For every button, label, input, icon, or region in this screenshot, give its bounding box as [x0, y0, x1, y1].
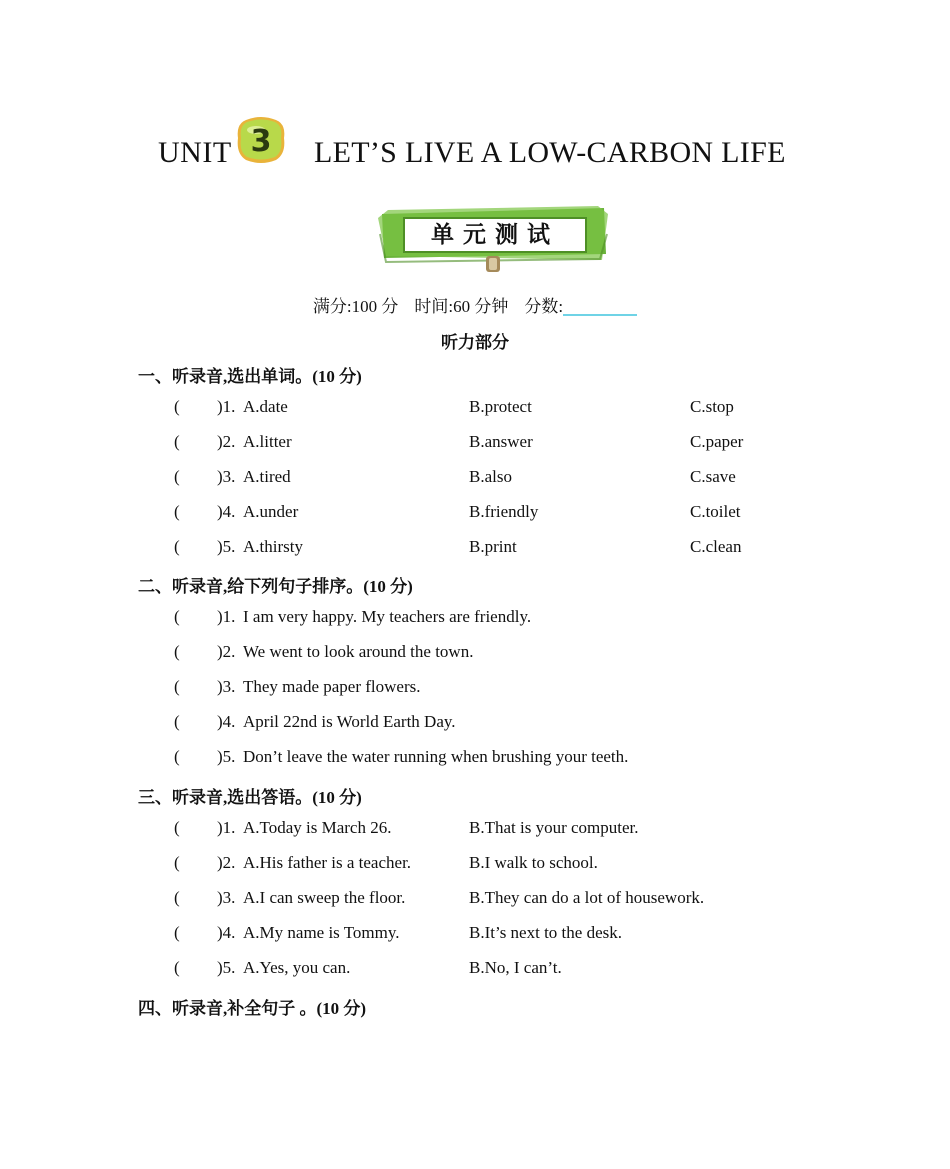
- answer-paren[interactable]: (: [174, 677, 180, 696]
- question-number: )5.: [217, 958, 236, 977]
- question-number: )3.: [217, 677, 236, 696]
- question-number: )4.: [217, 502, 236, 521]
- option-c: C.toilet: [690, 502, 741, 521]
- answer-paren[interactable]: (: [174, 397, 180, 416]
- sentence-text: April 22nd is World Earth Day.: [243, 712, 456, 731]
- sentence-text: We went to look around the town.: [243, 642, 474, 661]
- sentence-text: I am very happy. My teachers are friendly.: [243, 607, 532, 626]
- option-b: B.No, I can’t.: [469, 958, 562, 977]
- answer-paren[interactable]: (: [174, 502, 180, 521]
- option-c: C.clean: [690, 537, 742, 556]
- option-b: B.They can do a lot of housework.: [469, 888, 705, 907]
- section-heading: 四、听录音,补全句子 。(10 分): [138, 999, 367, 1018]
- question-number: )1.: [217, 607, 236, 626]
- sentence-text: They made paper flowers.: [243, 677, 421, 696]
- option-a: A.My name is Tommy.: [243, 923, 400, 942]
- option-a: A.thirsty: [243, 537, 303, 556]
- full-score: 满分:100 分: [312, 297, 399, 316]
- option-b: B.protect: [469, 397, 532, 416]
- option-b: B.It’s next to the desk.: [469, 923, 622, 942]
- answer-paren[interactable]: (: [174, 537, 180, 556]
- option-a: A.tired: [243, 467, 291, 486]
- answer-paren[interactable]: (: [174, 712, 180, 731]
- banner-label: 单元测试: [431, 222, 559, 248]
- answer-paren[interactable]: (: [174, 923, 180, 942]
- answer-paren[interactable]: (: [174, 467, 180, 486]
- option-a: A.I can sweep the floor.: [243, 888, 406, 907]
- answer-paren[interactable]: (: [174, 607, 180, 626]
- section-heading: 二、听录音,给下列句子排序。(10 分): [138, 577, 413, 596]
- question-number: )2.: [217, 642, 236, 661]
- section-heading: 三、听录音,选出答语。(10 分): [138, 788, 362, 807]
- unit-test-banner: [378, 204, 610, 276]
- answer-paren[interactable]: (: [174, 853, 180, 872]
- option-a: A.Today is March 26.: [243, 818, 392, 837]
- option-c: C.paper: [690, 432, 744, 451]
- question-number: )1.: [217, 818, 236, 837]
- answer-paren[interactable]: (: [174, 642, 180, 661]
- time-limit: 时间:60 分钟: [414, 297, 509, 316]
- option-a: A.His father is a teacher.: [243, 853, 412, 872]
- option-a: A.litter: [243, 432, 292, 451]
- question-number: )4.: [217, 923, 236, 942]
- question-number: )2.: [217, 853, 236, 872]
- part-title: 听力部分: [441, 333, 509, 352]
- option-b: B.I walk to school.: [469, 853, 598, 872]
- section-heading: 一、听录音,选出单词。(10 分): [138, 367, 362, 386]
- option-b: B.That is your computer.: [469, 818, 639, 837]
- sentence-text: Don’t leave the water running when brushing your teeth.: [243, 747, 629, 766]
- option-a: A.date: [243, 397, 288, 416]
- unit-number: 3: [250, 124, 272, 159]
- answer-paren[interactable]: (: [174, 958, 180, 977]
- option-b: B.print: [469, 537, 517, 556]
- option-c: C.stop: [690, 397, 734, 416]
- score-label: 分数:: [524, 297, 564, 316]
- score-info-line: [0, 292, 950, 317]
- question-number: )4.: [217, 712, 236, 731]
- option-b: B.friendly: [469, 502, 539, 521]
- option-b: B.also: [469, 467, 512, 486]
- question-number: )3.: [217, 888, 236, 907]
- unit-title-bar: [0, 116, 950, 172]
- question-number: )5.: [217, 537, 236, 556]
- option-a: A.under: [243, 502, 299, 521]
- question-number: )1.: [217, 397, 236, 416]
- answer-paren[interactable]: (: [174, 432, 180, 451]
- answer-paren[interactable]: (: [174, 888, 180, 907]
- question-number: )5.: [217, 747, 236, 766]
- unit-title: LET’S LIVE A LOW-CARBON LIFE: [314, 136, 786, 169]
- question-number: )3.: [217, 467, 236, 486]
- option-b: B.answer: [469, 432, 533, 451]
- option-c: C.save: [690, 467, 736, 486]
- answer-paren[interactable]: (: [174, 818, 180, 837]
- score-blank[interactable]: [563, 296, 637, 316]
- question-number: )2.: [217, 432, 236, 451]
- unit-number-badge: [236, 116, 286, 164]
- option-a: A.Yes, you can.: [243, 958, 351, 977]
- answer-paren[interactable]: (: [174, 747, 180, 766]
- unit-word: UNIT: [158, 136, 232, 169]
